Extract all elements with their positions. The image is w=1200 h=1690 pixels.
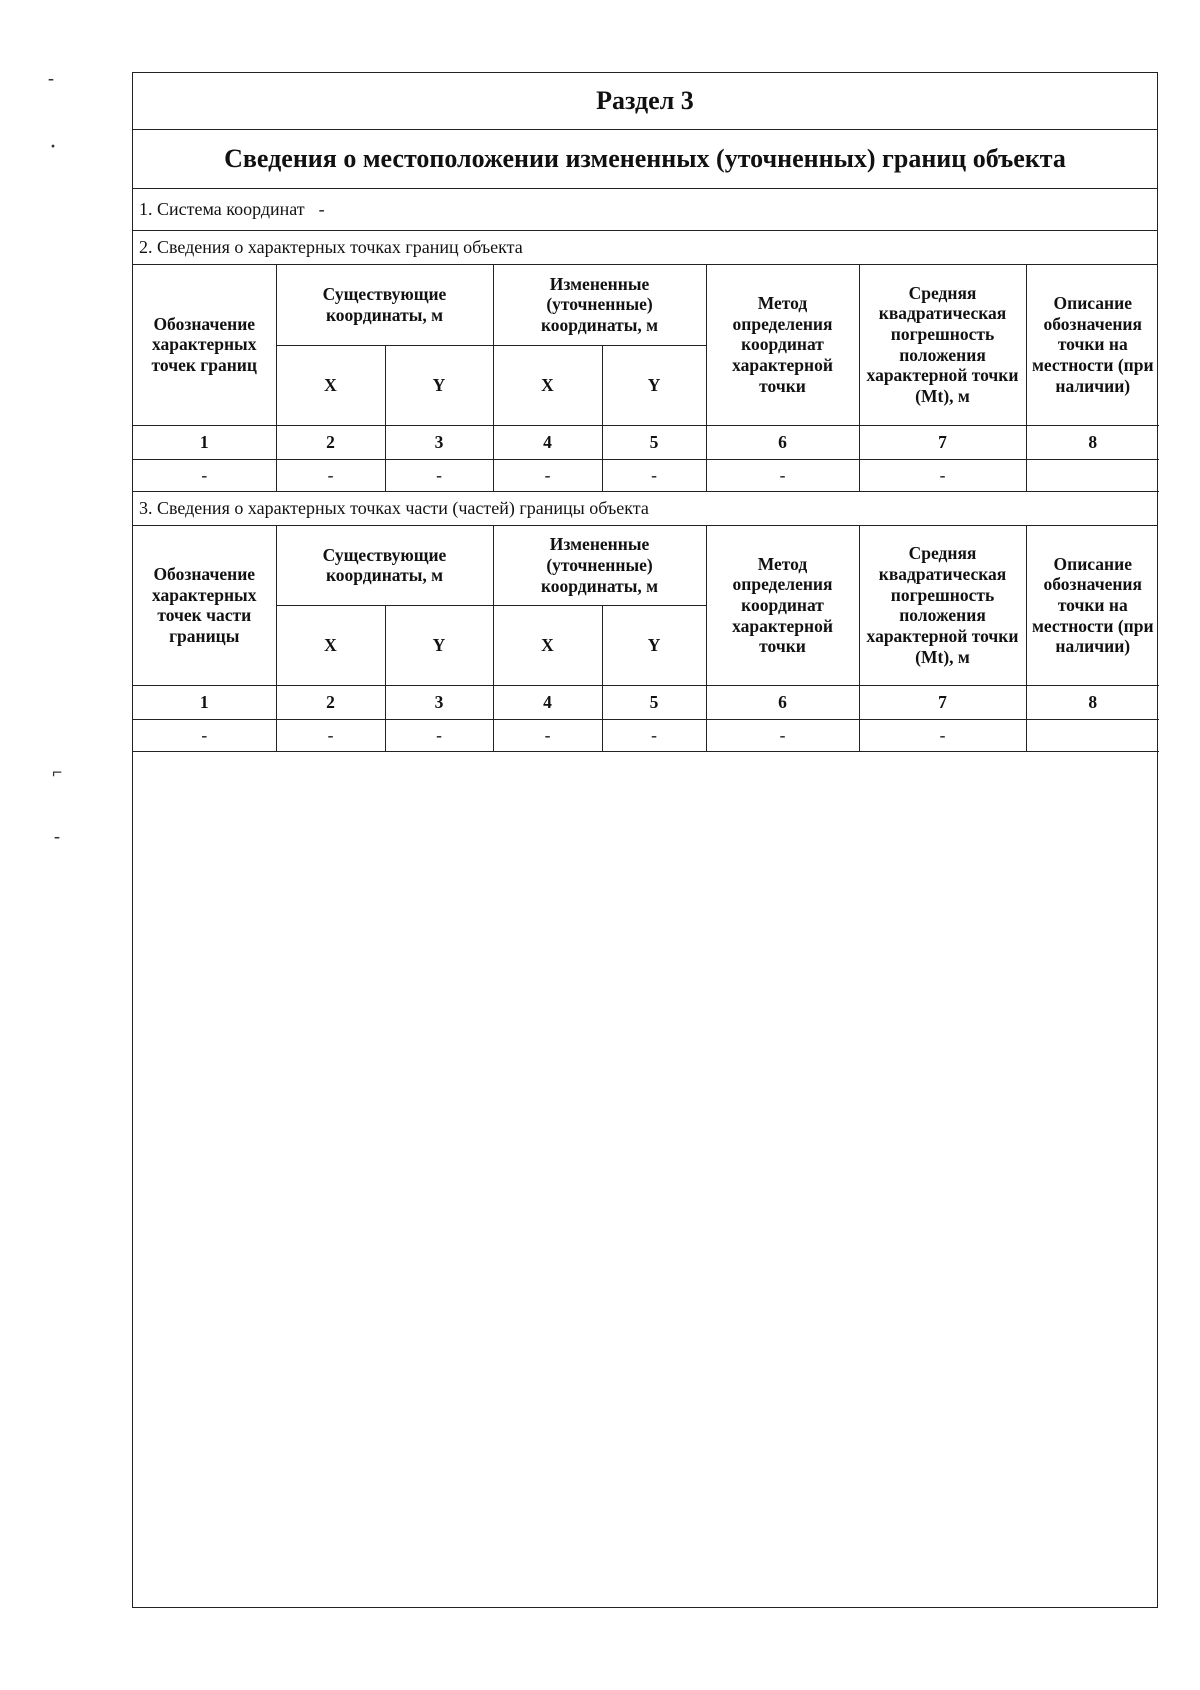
- col-header-error: Средняя квадратическая погрешность положения характерной точки (Mt), м: [859, 265, 1026, 425]
- margin-mark: ⌐: [52, 762, 63, 782]
- table-cell: -: [133, 459, 276, 491]
- col-header-changed: Измененные (уточненные) координаты, м: [493, 526, 706, 606]
- col-header-point: Обозначение характерных точек границ: [133, 265, 276, 425]
- col-header-description: Описание обозначения точки на местности (при наличии): [1026, 526, 1159, 686]
- part-boundary-points-table: [133, 526, 1159, 753]
- table1-caption: 2. Сведения о характерных точках границ объекта: [133, 231, 1157, 265]
- col-header-x: X: [493, 606, 602, 686]
- table-cell: -: [276, 459, 385, 491]
- table-cell: -: [602, 720, 706, 752]
- table-row: [133, 720, 1159, 752]
- column-numbers-row: [133, 686, 1159, 720]
- col-header-error: Средняя квадратическая погрешность положения характерной точки (Mt), м: [859, 526, 1026, 686]
- col-header-x: X: [276, 606, 385, 686]
- column-number: 8: [1026, 686, 1159, 720]
- coordinate-system-label: 1. Система координат: [139, 199, 305, 219]
- col-header-existing: Существующие координаты, м: [276, 265, 493, 345]
- table-cell: [1026, 459, 1159, 491]
- margin-mark: -: [48, 68, 54, 88]
- table-cell: -: [493, 459, 602, 491]
- col-header-method: Метод определения координат характерной точки: [706, 526, 859, 686]
- table-cell: -: [133, 720, 276, 752]
- margin-mark: -: [54, 826, 60, 846]
- col-header-y: Y: [385, 345, 493, 425]
- boundary-points-table: [133, 265, 1159, 492]
- column-number: 4: [493, 425, 602, 459]
- col-header-y: Y: [385, 606, 493, 686]
- col-header-y: Y: [602, 606, 706, 686]
- col-header-x: X: [276, 345, 385, 425]
- column-numbers-row: [133, 425, 1159, 459]
- column-number: 7: [859, 686, 1026, 720]
- column-number: 4: [493, 686, 602, 720]
- column-number: 7: [859, 425, 1026, 459]
- column-number: 1: [133, 686, 276, 720]
- col-header-description: Описание обозначения точки на местности (при наличии): [1026, 265, 1159, 425]
- col-header-point: Обозначение характерных точек части границы: [133, 526, 276, 686]
- table-cell: -: [493, 720, 602, 752]
- table-cell: -: [385, 459, 493, 491]
- section-title: Раздел 3: [133, 73, 1157, 130]
- table-cell: -: [859, 459, 1026, 491]
- table-cell: [1026, 720, 1159, 752]
- column-number: 3: [385, 686, 493, 720]
- table2-caption: 3. Сведения о характерных точках части (частей) границы объекта: [133, 492, 1157, 526]
- column-number: 3: [385, 425, 493, 459]
- col-header-changed: Измененные (уточненные) координаты, м: [493, 265, 706, 345]
- document-frame: [132, 72, 1158, 1608]
- column-number: 2: [276, 425, 385, 459]
- column-number: 5: [602, 425, 706, 459]
- table-cell: -: [385, 720, 493, 752]
- column-number: 6: [706, 425, 859, 459]
- column-number: 1: [133, 425, 276, 459]
- table-cell: -: [706, 459, 859, 491]
- col-header-y: Y: [602, 345, 706, 425]
- column-number: 5: [602, 686, 706, 720]
- section-subtitle: Сведения о местоположении измененных (уточненных) границ объекта: [133, 130, 1157, 189]
- margin-mark: ·: [50, 136, 57, 156]
- column-number: 8: [1026, 425, 1159, 459]
- col-header-existing: Существующие координаты, м: [276, 526, 493, 606]
- table-cell: -: [602, 459, 706, 491]
- table-row: [133, 459, 1159, 491]
- coordinate-system-value: -: [318, 199, 325, 219]
- col-header-method: Метод определения координат характерной точки: [706, 265, 859, 425]
- table-cell: -: [706, 720, 859, 752]
- column-number: 2: [276, 686, 385, 720]
- col-header-x: X: [493, 345, 602, 425]
- table-cell: -: [859, 720, 1026, 752]
- table-cell: -: [276, 720, 385, 752]
- coordinate-system-line: [133, 189, 1157, 231]
- column-number: 6: [706, 686, 859, 720]
